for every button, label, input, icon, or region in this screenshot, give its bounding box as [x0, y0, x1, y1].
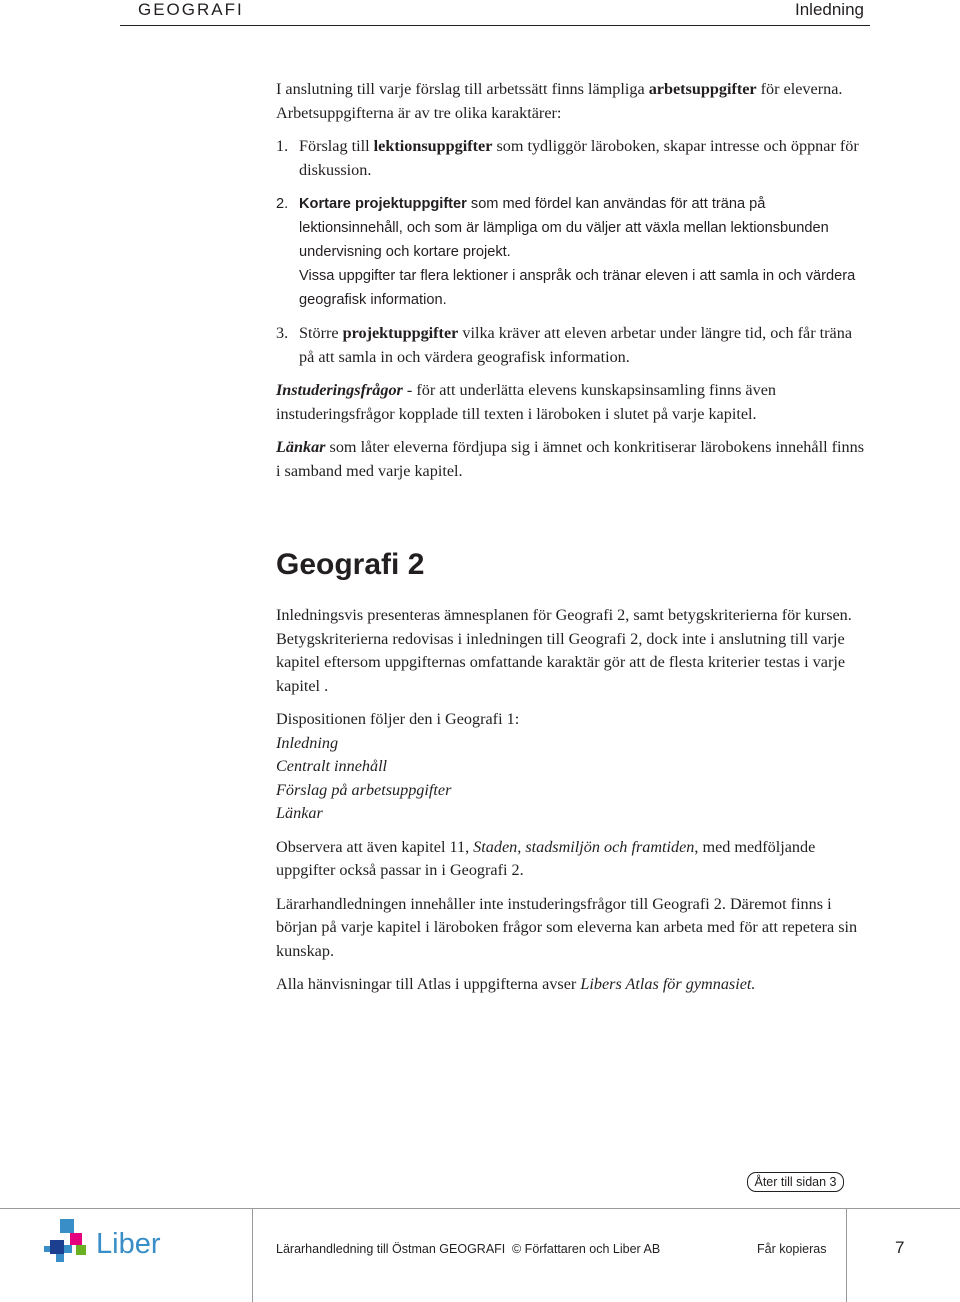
links-term: Länkar	[276, 438, 326, 456]
links-text: som låter eleverna fördjupa sig i ämnet och konkritiserar lärobokens innehåll finns i samband med varje kapitel.	[276, 438, 865, 480]
task-type-1	[276, 135, 866, 182]
item-text-extra: Vissa uppgifter tar flera lektioner i anspråk och tränar eleven i att samla in och värdera geografisk information.	[299, 268, 856, 308]
item-number: 3.	[276, 324, 289, 342]
note-text-end: , med medföljande uppgifter också passar in i Geografi 2.	[276, 837, 816, 879]
section-heading: Geografi 2	[276, 548, 425, 581]
disposition-item: Centralt innehåll	[276, 757, 388, 775]
note-text: Observera att även kapitel 11,	[276, 837, 474, 856]
item-number: 1.	[276, 137, 289, 155]
atlas-title: Libers Atlas för gymnasiet.	[580, 975, 756, 993]
page-number: 7	[895, 1238, 905, 1257]
footer-title: Lärarhandledning till Östman GEOGRAFI	[276, 1242, 506, 1256]
disposition-block	[276, 708, 866, 826]
atlas-note	[276, 973, 866, 997]
study-questions-paragraph	[276, 379, 866, 426]
footer-divider	[252, 1208, 253, 1302]
item-text: som med fördel kan användas för att träna på lektionsinnehåll, och som är lämpliga om du väljer att växla mellan lektionsbunden undervisning och kortare projekt.	[299, 196, 829, 260]
header-rule	[120, 25, 870, 26]
item-number: 2.	[276, 196, 289, 212]
disposition-item: Förslag på arbetsuppgifter	[276, 780, 452, 799]
chapter11-note	[276, 836, 866, 883]
footer-copyright: © Författaren och Liber AB	[512, 1242, 661, 1256]
item-bold: lektionsuppgifter	[373, 137, 493, 155]
task-type-3	[276, 322, 866, 369]
footer-rule	[0, 1208, 960, 1209]
disposition-intro: Dispositionen följer den i Geografi 1:	[276, 710, 520, 728]
item-text: Större	[299, 324, 343, 342]
item-bold: projektuppgifter	[342, 324, 459, 342]
item-text-end: vilka kräver att eleven arbetar under längre tid, och får träna på att samla in och värdera geografisk information.	[299, 324, 853, 366]
atlas-text: Alla hänvisningar till Atlas i uppgifterna avser	[276, 975, 581, 993]
intro-paragraph	[276, 78, 866, 125]
running-header-section: GEOGRAFI	[138, 0, 244, 19]
disposition-item: Länkar	[276, 804, 323, 822]
item-text: Förslag till	[299, 137, 374, 155]
links-paragraph	[276, 436, 866, 483]
task-type-2	[276, 192, 866, 312]
intro-bold: arbetsuppgifter	[648, 80, 757, 98]
footer-copy-note: Får kopieras	[757, 1242, 827, 1256]
liber-logo-text: Liber	[96, 1228, 161, 1260]
item-text-end: som tydliggör läroboken, skapar intresse och öppnar för diskussion.	[299, 137, 859, 179]
chapter-title: Staden, stadsmiljön och framtiden	[473, 837, 695, 856]
intro-text-end: för eleverna. Arbetsuppgifterna är av tre olika karaktärer:	[276, 80, 843, 122]
footer-divider	[846, 1208, 847, 1302]
intro-text: I anslutning till varje förslag till arbetssätt finns lämpliga	[276, 80, 649, 98]
page-body	[276, 78, 866, 997]
study-questions-text: - för att underlätta elevens kunskapsinsamling finns även instuderingsfrågor kopplade till texten i läroboken i slutet på varje kapitel.	[276, 381, 776, 423]
geografi2-intro: Inledningsvis presenteras ämnesplanen för Geografi 2, samt betygskriterierna för kursen. Betygskriterierna redovisas i inledningen till Geografi 2, dock inte i anslutning till varje kapitel eftersom uppgifternas omfattande karaktär gör att de flesta kriterier testas i varje kapitel .	[276, 606, 852, 695]
no-study-questions-note: Lärarhandledningen innehåller inte instuderingsfrågor till Geografi 2. Däremot finns i början på varje kapitel i läroboken frågor som eleverna kan arbeta med för att repetera sin kunskap.	[276, 894, 858, 960]
back-to-page-3-button[interactable]: Åter till sidan 3	[747, 1172, 844, 1192]
item-bold: Kortare projektuppgifter	[299, 196, 467, 212]
disposition-item: Inledning	[276, 733, 339, 752]
study-questions-term: Instuderingsfrågor	[276, 381, 403, 399]
running-header-chapter: Inledning	[794, 0, 864, 19]
